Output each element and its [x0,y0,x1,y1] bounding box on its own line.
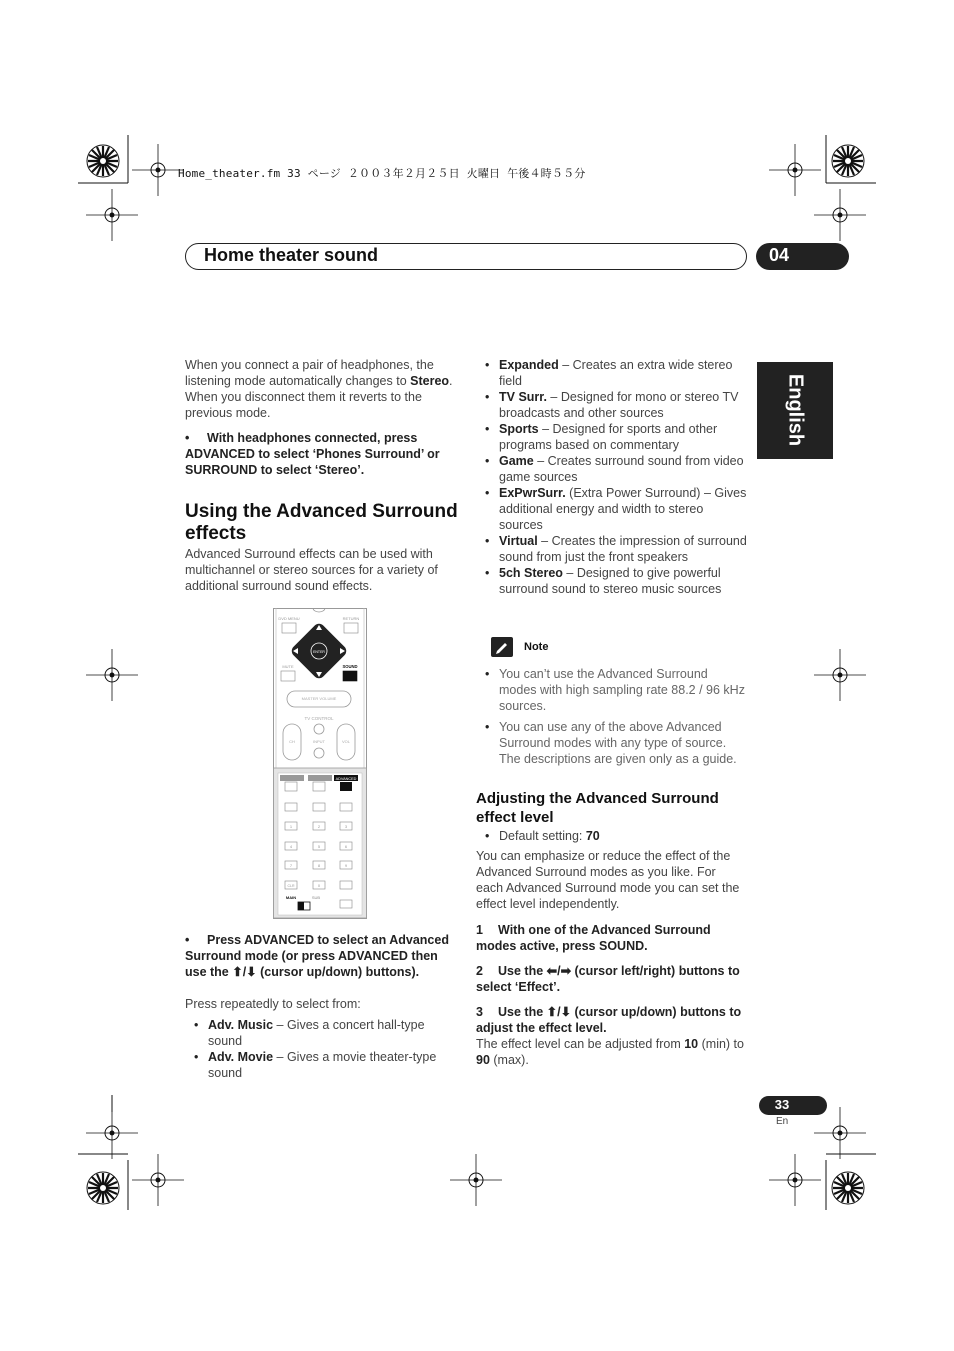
adjust-step [476,1004,748,1036]
mode-desc: – Creates the impression of surround sound from just the front speakers [499,534,747,564]
right-mode-list [485,357,747,597]
corner-star-mark [832,1172,864,1204]
step-number: 2 [476,964,483,978]
note-icon [491,637,513,657]
crosshair-mark [450,1154,502,1206]
mode-desc: (Extra Power Surround) – Gives additional energy and width to stereo sources [499,486,747,532]
effect-text: The effect level can be adjusted from [476,1037,685,1051]
remote-enter: ENTER [313,650,325,654]
chapter-number: 04 [769,245,790,265]
crosshair-mark [132,1154,184,1206]
left-mode-list [194,1017,456,1081]
remote-clr: CLR [287,884,295,888]
remote-vol: VOL [341,739,351,744]
svg-text:8: 8 [317,863,321,868]
svg-text:7: 7 [289,863,293,868]
press-repeatedly: Press repeatedly to select from: [185,997,361,1011]
page-number: 33 [774,1097,790,1112]
mode-name: 5ch Stereo [499,566,563,580]
list-item [485,357,747,389]
list-item [485,719,747,767]
note-text: You can’t use the Advanced Surround modes with high sampling rate 88.2 / 96 kHz sources. [499,667,745,713]
list-item [485,421,747,453]
note-label: Note [524,641,549,653]
step-text: Use the ⬅/➡ (cursor left/right) buttons to select ‘Effect’. [476,964,740,994]
effect-min: 10 [684,1037,699,1051]
svg-text:5: 5 [317,844,321,849]
crosshair-mark [814,649,866,701]
adjust-step [476,963,748,995]
crosshair-mark [814,1107,866,1159]
crosshair-mark [86,1107,138,1159]
effect-max: 90 [476,1053,490,1067]
remote-advanced: ADVANCED [335,777,357,781]
mode-name: Sports [499,422,539,436]
remote-main: MAIN [285,895,297,900]
list-item [194,1049,456,1081]
list-item [485,828,747,844]
section-heading: Using the Advanced Surround effects [185,501,458,544]
list-item [485,565,747,597]
remote-mute: MUTE [282,664,294,669]
remote-control-illustration [273,608,367,919]
intro-stereo: Stereo [410,374,450,388]
adjust-step [476,922,748,954]
crosshair-mark [769,144,821,196]
svg-text:3: 3 [344,824,348,829]
remote-tv-control: TV CONTROL [304,716,334,721]
svg-text:0: 0 [317,883,321,888]
mode-name: Expanded [499,358,559,372]
remote-return: RETURN [342,616,360,621]
corner-star-mark [87,145,119,177]
remote-ch: CH [289,739,295,744]
mode-desc: – Gives a movie theater-type sound [208,1050,437,1080]
list-item [485,485,747,533]
remote-sound: SOUND [342,664,358,669]
corner-star-mark [832,145,864,177]
step-text: Use the ⬆/⬇ (cursor up/down) buttons to adjust the effect level. [476,1005,742,1035]
mode-desc: – Designed to give powerful surround sound to stereo music sources [499,566,722,596]
svg-text:2: 2 [317,824,321,829]
effect-text: (min) to [698,1037,744,1051]
headphones-step: • With headphones connected, press ADVANCED to select ‘Phones Surround’ or SURROUND to select ‘Stereo’. [185,431,440,477]
list-item [485,453,747,485]
mode-name: Adv. Music [208,1018,274,1032]
list-item [485,666,747,714]
mode-name: ExPwrSurr. [499,486,566,500]
default-setting [485,828,747,844]
crosshair-mark [814,189,866,241]
page-language: En [776,1116,789,1127]
mode-desc: – Creates surround sound from video game sources [499,454,744,484]
crosshair-mark [86,189,138,241]
mode-desc: – Creates an extra wide stereo field [499,358,733,388]
mode-name: Adv. Movie [208,1050,274,1064]
adjust-body: You can emphasize or reduce the effect of the Advanced Surround modes as you like. For each Advanced Surround mode you can set the effect level independently. [476,849,740,911]
svg-text:1: 1 [289,824,293,829]
crosshair-mark [769,1154,821,1206]
step-text: With one of the Advanced Surround modes active, press SOUND. [476,923,711,953]
heading-body: Advanced Surround effects can be used with multichannel or stereo sources for a variety of additional surround sound effects. [185,547,438,593]
mode-desc: – Gives a concert hall-type sound [208,1018,425,1048]
list-item [485,533,747,565]
corner-star-mark [87,1172,119,1204]
remote-input: INPUT [313,739,325,744]
step-number: 3 [476,1005,483,1019]
language-tab-label: English [784,373,807,447]
crosshair-mark [132,144,184,196]
effect-text: (max). [489,1053,529,1067]
note-list [485,666,747,767]
svg-text:9: 9 [344,863,348,868]
remote-master-volume: MASTER VOLUME [301,696,337,701]
advanced-step-text: Press ADVANCED to select an Advanced Surround mode (or press ADVANCED then use the ⬆/⬇ (cursor up/down) buttons). [185,933,449,979]
mode-desc: – Designed for sports and other programs based on commentary [499,422,718,452]
remote-sub: SUB [311,895,321,900]
intro-text: When you connect a pair of headphones, the listening mode automatically changes to [185,358,434,388]
default-label: Default setting: [499,829,586,843]
mode-desc: – Designed for mono or stereo TV broadcasts and other sources [499,390,739,420]
list-item [485,389,747,421]
section-title: Home theater sound [204,245,379,265]
advanced-step: • Press ADVANCED to select an Advanced Surround mode (or press ADVANCED then use the ⬆/⬇ (cursor up/down) buttons). [185,933,449,979]
svg-text:6: 6 [344,844,348,849]
crosshair-mark [86,649,138,701]
effect-range [476,1036,746,1068]
remote-dvd-menu: DVD MENU [278,616,300,621]
default-value: 70 [585,829,600,843]
step-number: 1 [476,923,483,937]
adjust-heading: Adjusting the Advanced Surround effect level [476,790,719,826]
mode-name: Game [499,454,534,468]
mode-name: TV Surr. [499,390,547,404]
headphones-step-text: With headphones connected, press ADVANCED to select ‘Phones Surround’ or SURROUND to select ‘Stereo’. [185,431,440,477]
note-text: You can use any of the above Advanced Surround modes with any type of source. The descriptions are given only as a guide. [499,720,737,766]
intro-paragraph [185,357,455,421]
mode-name: Virtual [499,534,538,548]
svg-text:4: 4 [289,844,293,849]
intro-text-end: . When you disconnect them it reverts to the previous mode. [185,374,453,420]
list-item [194,1017,456,1049]
file-header: Home_theater.fm 33 ページ ２００３年２月２５日 火曜日 午後４時５５分 [178,167,586,180]
